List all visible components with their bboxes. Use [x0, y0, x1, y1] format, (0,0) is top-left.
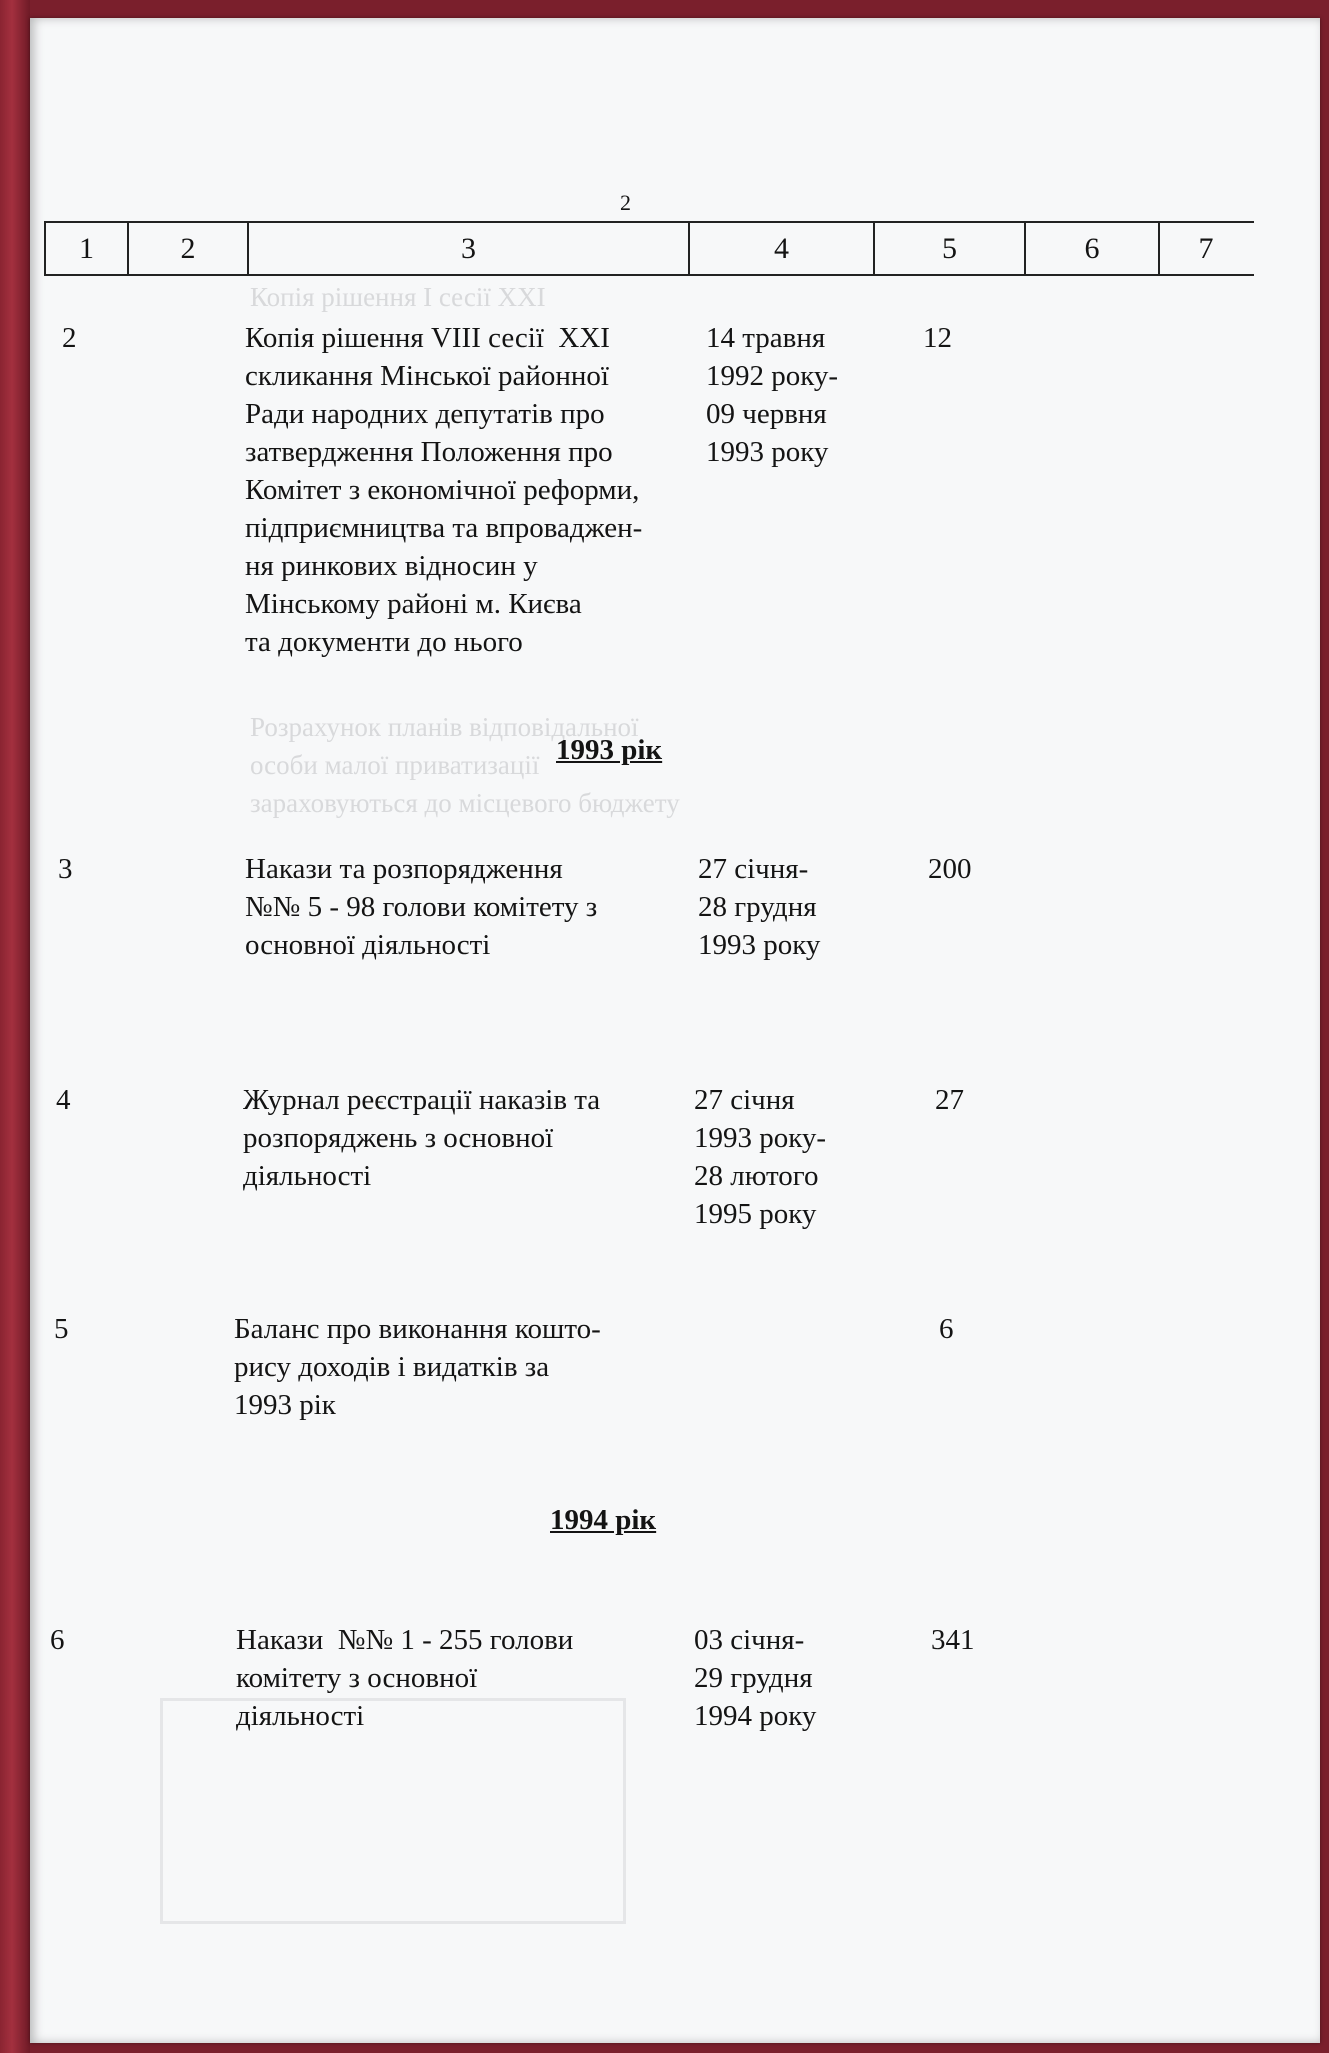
- entry-sheet-count: 27: [935, 1084, 964, 1116]
- entry-sheet-count: 6: [939, 1313, 954, 1345]
- entry-number: 2: [62, 322, 77, 354]
- entry-dates: 03 січня- 29 грудня 1994 року: [694, 1624, 817, 1732]
- entry-sheet-count: 12: [923, 322, 952, 354]
- year-heading-1994: 1994 рік: [550, 1504, 657, 1536]
- column-header-7: 7: [1198, 231, 1214, 265]
- entry-description: Накази та розпорядження №№ 5 - 98 голови комітету з основної діяльності: [245, 853, 598, 961]
- column-header-2: 2: [129, 223, 249, 274]
- entry-number: 6: [50, 1624, 65, 1656]
- year-heading-1993: 1993 рік: [556, 734, 663, 766]
- entry-number: 4: [56, 1084, 71, 1116]
- column-header-1: 1: [46, 223, 129, 274]
- entry-description: Накази №№ 1 - 255 голови комітету з основної діяльності: [236, 1624, 574, 1732]
- column-header-row: [44, 221, 1254, 276]
- entry-description: Баланс про виконання кошто- рису доходів і видатків за 1993 рік: [234, 1313, 601, 1421]
- column-header-3: 3: [249, 223, 690, 274]
- document-page: [30, 18, 1320, 2043]
- show-through-text: Копія рішення І сесії XXI: [250, 282, 546, 312]
- entry-sheet-count: 341: [931, 1624, 975, 1656]
- entry-description: Копія рішення VIII сесії XXI скликання Мінської районної Ради народних депутатів про затвердження Положення про Комітет з економічної реформи, підприємництва та впроваджен- ня ринкових відносин у Мінському районі м. Києва та документи до нього: [245, 322, 643, 658]
- entry-number: 5: [54, 1313, 69, 1345]
- entry-dates: 14 травня 1992 року- 09 червня 1993 року: [706, 322, 839, 468]
- entry-dates: 27 січня 1993 року- 28 лютого 1995 року: [694, 1084, 827, 1230]
- entry-description: Журнал реєстрації наказів та розпоряджень з основної діяльності: [243, 1084, 601, 1192]
- page-number: 2: [620, 190, 631, 215]
- column-header-4: 4: [690, 223, 875, 274]
- column-header-6: 6: [1026, 223, 1160, 274]
- entry-number: 3: [58, 853, 73, 885]
- column-header-5: 5: [875, 223, 1026, 274]
- entry-sheet-count: 200: [928, 853, 972, 885]
- entry-dates: 27 січня- 28 грудня 1993 року: [698, 853, 821, 961]
- book-binding: [0, 0, 30, 2053]
- show-through-text: Розрахунок планів відповідальної особи малої приватизації зараховуються до місцевого бюджету: [250, 712, 680, 818]
